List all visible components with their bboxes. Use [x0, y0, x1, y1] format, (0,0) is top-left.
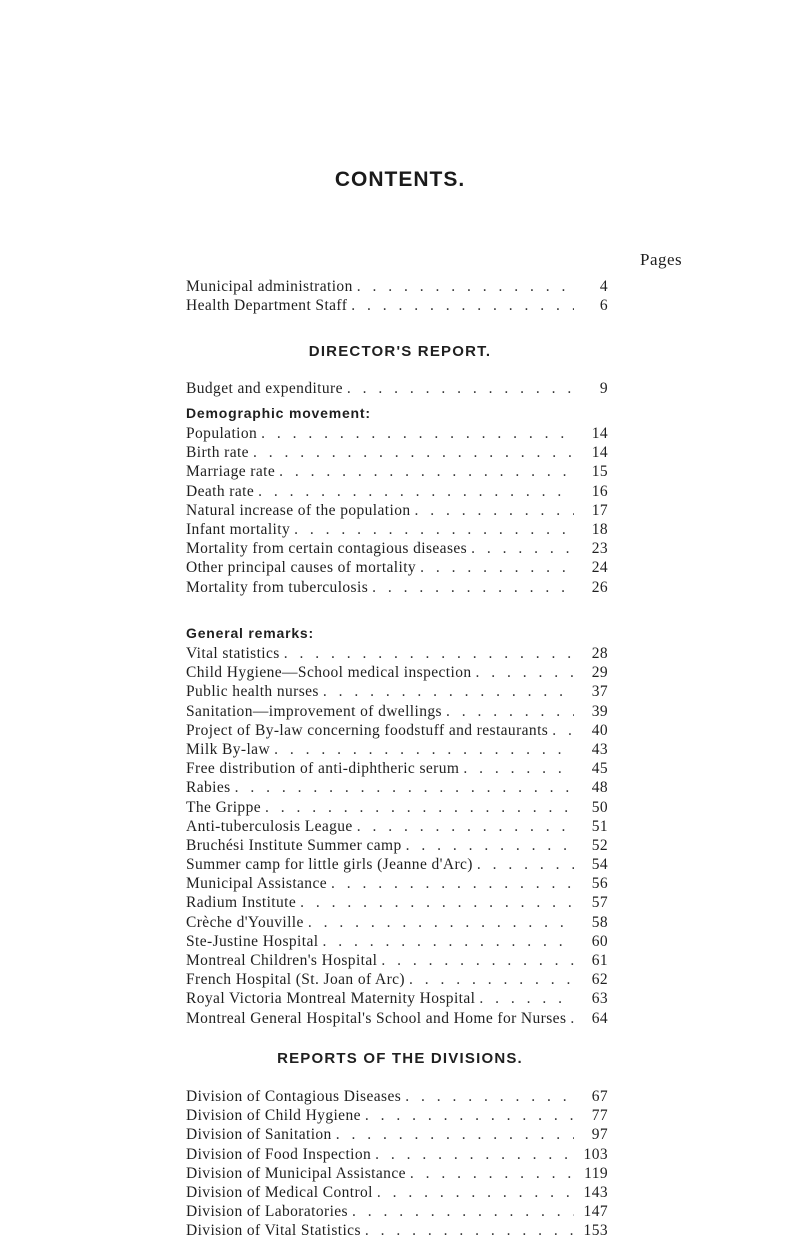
toc-entry-label: Child Hygiene—School medical inspection [186, 664, 472, 682]
dot-leader [284, 645, 574, 663]
dot-leader [308, 914, 574, 932]
toc-entry-page-number: 67 [591, 1088, 608, 1105]
toc-entry-label: Vital statistics [186, 645, 280, 662]
general-remarks-list [186, 645, 608, 1029]
toc-entry-label: Division of Food Inspection [186, 1145, 372, 1163]
dot-leader [415, 502, 575, 520]
toc-entry-page-number: 39 [591, 702, 608, 720]
divisions-list [186, 1088, 608, 1242]
toc-entry-page-number: 24 [591, 559, 608, 577]
dot-leader [351, 297, 574, 315]
toc-entry [186, 444, 608, 463]
toc-entry [186, 1165, 608, 1184]
toc-entry-page-number: 62 [591, 971, 608, 989]
toc-entry-label: Municipal Assistance [186, 875, 328, 893]
toc-entry [186, 990, 608, 1009]
toc-entry-page-number: 43 [591, 740, 608, 758]
toc-entry-page-number: 64 [591, 1009, 608, 1027]
toc-entry-label: Division of Laboratories [186, 1203, 348, 1221]
dot-leader [477, 856, 574, 874]
toc-entry [186, 856, 608, 875]
toc-entry [186, 914, 608, 933]
toc-entry [186, 1203, 608, 1222]
toc-entry-label: Bruchési Institute Summer camp [186, 836, 402, 854]
dot-leader [479, 990, 574, 1008]
dot-leader [357, 278, 574, 296]
page-title: CONTENTS. [334, 168, 466, 191]
toc-entry [186, 933, 608, 952]
toc-entry-label: Birth rate [186, 444, 249, 462]
toc-entry-page-number: 18 [591, 520, 608, 538]
dot-leader [365, 1222, 574, 1240]
toc-entry-page-number: 14 [591, 425, 608, 442]
dot-leader [552, 722, 574, 740]
toc-entry-page-number: 17 [591, 501, 608, 519]
toc-entry-page-number: 23 [591, 540, 608, 558]
toc-entry-label: Summer camp for little girls (Jeanne d'Arc) [186, 856, 473, 874]
toc-entry-label: Free distribution of anti-diphtheric serum [186, 760, 460, 778]
dot-leader [365, 1107, 574, 1125]
toc-entry-page-number: 119 [584, 1164, 608, 1182]
toc-entry [186, 579, 608, 598]
dot-leader [322, 933, 574, 951]
toc-entry [186, 483, 608, 502]
toc-entry-page-number: 4 [599, 278, 608, 295]
toc-entry-page-number: 58 [591, 913, 608, 931]
dot-leader [406, 837, 574, 855]
toc-entry-page-number: 37 [591, 683, 608, 701]
toc-entry [186, 540, 608, 559]
toc-entry [186, 703, 608, 722]
toc-entry [186, 779, 608, 798]
pages-column-header: Pages [640, 250, 683, 269]
dot-leader [570, 1010, 574, 1028]
toc-entry-label: French Hospital (St. Joan of Arc) [186, 971, 405, 989]
toc-entry [186, 559, 608, 578]
toc-entry [186, 952, 608, 971]
dot-leader [294, 521, 574, 539]
toc-entry-label: Division of Child Hygiene [186, 1107, 361, 1125]
toc-entry [186, 875, 608, 894]
general-remarks-heading: General remarks: [186, 625, 314, 641]
toc-entry [186, 1107, 608, 1126]
dot-leader [446, 703, 574, 721]
toc-entry [186, 297, 608, 316]
toc-entry-label: Radium Institute [186, 894, 297, 912]
toc-entry-label: Population [186, 425, 258, 442]
demographic-list [186, 425, 608, 598]
toc-entry-page-number: 77 [591, 1107, 608, 1125]
toc-entry-page-number: 40 [591, 721, 608, 739]
toc-entry-page-number: 52 [591, 836, 608, 854]
demographic-movement-heading: Demographic movement: [186, 405, 371, 421]
toc-entry-page-number: 14 [591, 444, 608, 462]
dot-leader [377, 1184, 574, 1202]
toc-entry [186, 971, 608, 990]
dot-leader [331, 875, 574, 893]
toc-entry-label: Royal Victoria Montreal Maternity Hospital [186, 990, 476, 1008]
toc-entry [186, 1126, 608, 1145]
dot-leader [352, 1203, 574, 1221]
toc-entry-page-number: 6 [599, 297, 608, 315]
toc-entry-page-number: 56 [591, 875, 608, 893]
dot-leader [253, 444, 574, 462]
toc-entry-label: Marriage rate [186, 463, 276, 481]
toc-entry-page-number: 153 [583, 1222, 608, 1240]
toc-entry-label: Anti-tuberculosis League [186, 817, 353, 835]
dot-leader [274, 741, 574, 759]
toc-entry-page-number: 97 [591, 1126, 608, 1144]
dot-leader [381, 952, 574, 970]
toc-entry [186, 463, 608, 482]
toc-entry-page-number: 16 [591, 482, 608, 500]
toc-entry-label: Municipal administration [186, 278, 353, 295]
toc-entry [186, 1146, 608, 1165]
toc-entry-page-number: 63 [591, 990, 608, 1008]
toc-entry-label: Rabies [186, 779, 231, 797]
toc-entry-label: Project of By-law concerning foodstuff and restaurants [186, 721, 549, 739]
toc-entry-page-number: 29 [591, 664, 608, 682]
dot-leader [235, 779, 574, 797]
toc-entry [186, 645, 608, 664]
divisions-reports-heading: REPORTS OF THE DIVISIONS. [277, 1050, 523, 1067]
dot-leader [410, 1165, 574, 1183]
toc-entry [186, 380, 608, 399]
toc-entry [186, 818, 608, 837]
toc-entry-page-number: 103 [583, 1145, 608, 1163]
dot-leader [375, 1146, 574, 1164]
toc-entry-label: Other principal causes of mortality [186, 559, 417, 577]
dot-leader [300, 894, 574, 912]
toc-entry [186, 722, 608, 741]
toc-entry [186, 278, 608, 297]
dot-leader [463, 760, 574, 778]
budget-list [186, 380, 608, 399]
toc-entry-page-number: 61 [591, 952, 608, 969]
toc-entry [186, 741, 608, 760]
toc-entry-page-number: 48 [591, 779, 608, 797]
toc-entry [186, 683, 608, 702]
toc-entry-label: Infant mortality [186, 520, 291, 538]
toc-entry [186, 760, 608, 779]
toc-entry [186, 894, 608, 913]
toc-entry [186, 1088, 608, 1107]
toc-entry-label: Health Department Staff [186, 297, 348, 315]
toc-entry-page-number: 147 [583, 1203, 608, 1221]
toc-entry [186, 1010, 608, 1029]
toc-entry-label: Division of Medical Control [186, 1183, 373, 1201]
toc-entry-label: Division of Sanitation [186, 1126, 332, 1144]
toc-entry-page-number: 60 [591, 932, 608, 950]
toc-entry [186, 521, 608, 540]
dot-leader [347, 380, 574, 398]
toc-entry-page-number: 57 [591, 894, 608, 912]
toc-entry-page-number: 54 [591, 856, 608, 874]
dot-leader [420, 559, 574, 577]
front-matter-list [186, 278, 608, 316]
toc-entry [186, 1222, 608, 1241]
toc-entry-label: Division of Municipal Assistance [186, 1164, 406, 1182]
toc-entry-label: Crèche d'Youville [186, 913, 304, 931]
toc-entry-label: Natural increase of the population [186, 501, 411, 519]
toc-entry [186, 799, 608, 818]
dot-leader [476, 664, 574, 682]
toc-entry-page-number: 15 [591, 463, 608, 481]
toc-entry-page-number: 26 [591, 578, 608, 596]
toc-entry-label: Budget and expenditure [186, 380, 343, 397]
dot-leader [261, 425, 574, 443]
dot-leader [372, 579, 574, 597]
toc-entry-label: Division of Contagious Diseases [186, 1088, 402, 1105]
toc-entry-label: Public health nurses [186, 683, 319, 701]
dot-leader [279, 463, 574, 481]
toc-entry-label: Sanitation—improvement of dwellings [186, 702, 442, 720]
dot-leader [258, 483, 574, 501]
toc-entry-label: Milk By-law [186, 740, 271, 758]
toc-entry-label: Death rate [186, 482, 255, 500]
toc-entry-page-number: 28 [591, 645, 608, 662]
dot-leader [405, 1088, 574, 1106]
dot-leader [336, 1126, 574, 1144]
toc-entry-label: Mortality from tuberculosis [186, 578, 369, 596]
toc-entry-page-number: 50 [591, 798, 608, 816]
toc-entry-label: Montreal Children's Hospital [186, 952, 378, 969]
directors-report-heading: DIRECTOR'S REPORT. [308, 343, 492, 360]
toc-entry-page-number: 51 [591, 817, 608, 835]
toc-entry [186, 1184, 608, 1203]
dot-leader [471, 540, 574, 558]
dot-leader [265, 799, 574, 817]
dot-leader [357, 818, 574, 836]
toc-entry-label: Mortality from certain contagious diseases [186, 540, 468, 558]
toc-entry [186, 837, 608, 856]
toc-entry-label: Montreal General Hospital's School and Home for Nurses [186, 1009, 567, 1027]
toc-entry-label: The Grippe [186, 798, 262, 816]
toc-entry-label: Division of Vital Statistics [186, 1222, 361, 1240]
toc-entry-page-number: 143 [583, 1183, 608, 1201]
toc-entry [186, 502, 608, 521]
dot-leader [409, 971, 574, 989]
toc-entry-label: Ste-Justine Hospital [186, 932, 319, 950]
toc-entry-page-number: 9 [599, 380, 608, 397]
dot-leader [323, 683, 574, 701]
toc-entry [186, 664, 608, 683]
toc-entry-page-number: 45 [591, 760, 608, 778]
toc-entry [186, 425, 608, 444]
